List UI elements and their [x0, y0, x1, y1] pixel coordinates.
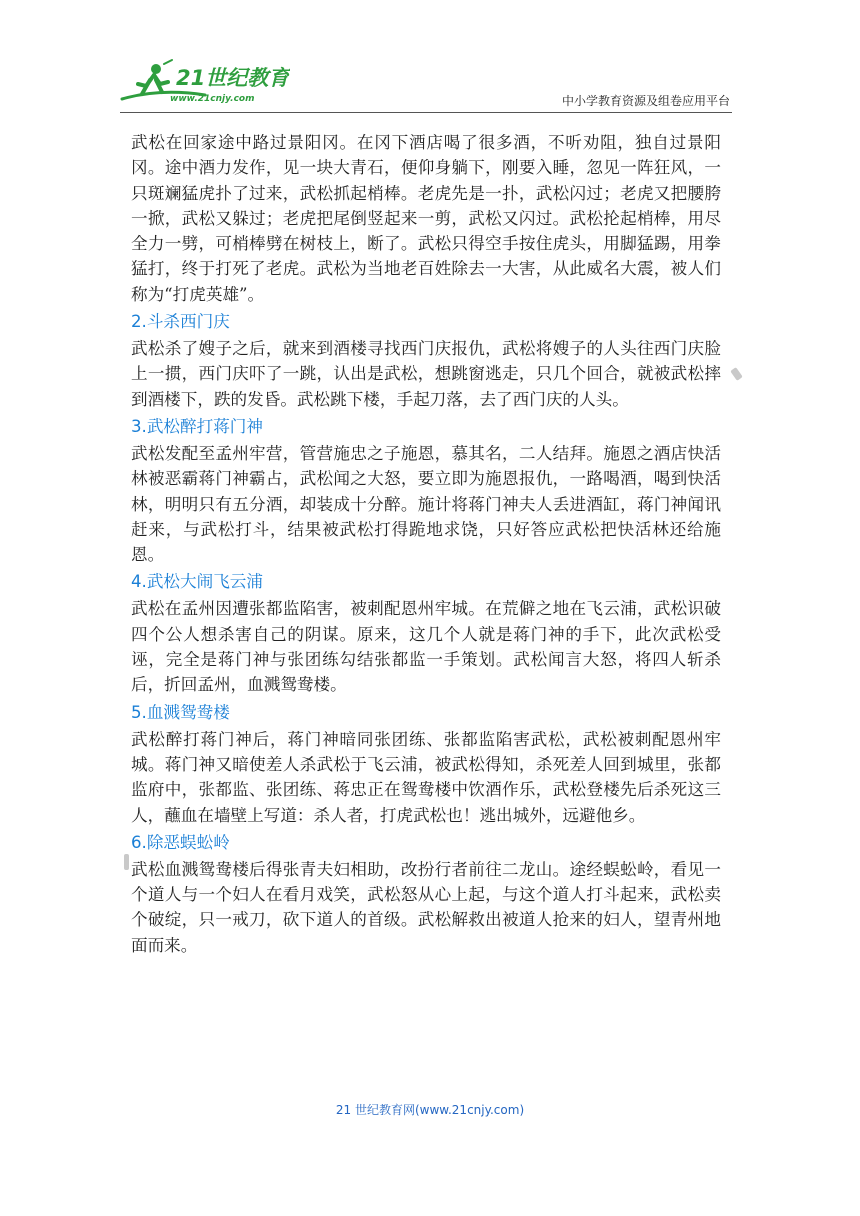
section-title — [131, 412, 721, 441]
section-number: 2. — [131, 312, 147, 332]
section-5 — [131, 698, 721, 828]
section-paragraph: 武松发配至孟州牢营，管营施忠之子施恩，慕其名，二人结拜。施恩之酒店快活林被恶霸蒋门神霸占，武松闻之大怒，要立即为施恩报仇，一路喝酒，喝到快活林，明明只有五分酒，却装成十分醉。施计将蒋门神夫人丢进酒缸，蒋门神闻讯赶来，与武松打斗，结果被武松打得跪地求饶，只好答应武松把快活林还给施恩。 — [131, 443, 721, 565]
section-title-text: 斗杀西门庆 — [146, 312, 230, 332]
section-title — [131, 698, 721, 727]
section-title-text: 武松醉打蒋门神 — [146, 416, 263, 436]
section-title-text: 血溅鸳鸯楼 — [146, 702, 230, 722]
section-2 — [131, 307, 721, 412]
section-6 — [131, 828, 721, 958]
logo-url: www.21cnjy.com — [170, 94, 255, 104]
section-paragraph: 武松杀了嫂子之后，就来到酒楼寻找西门庆报仇，武松将嫂子的人头往西门庆脸上一掼，西门庆吓了一跳，认出是武松，想跳窗逃走，只几个回合，就被武松摔到酒楼下，跌的发昏。武松跳下楼，手起刀落，去了西门庆的人头。 — [131, 339, 721, 409]
logo-runner-icon — [120, 58, 290, 106]
section-3 — [131, 412, 721, 567]
section-paragraph: 武松在孟州因遭张都监陷害，被刺配恩州牢城。在荒僻之地在飞云浦，武松识破四个公人想杀害自己的阴谋。原来，这几个人就是蒋门神的手下，此次武松受诬，完全是蒋门神与张团练勾结张都监一手策划。武松闻言大怒，将四人斩杀后，折回孟州，血溅鸳鸯楼。 — [131, 599, 721, 695]
header-divider — [120, 112, 732, 113]
section-paragraph: 武松血溅鸳鸯楼后得张青夫妇相助，改扮行者前往二龙山。途经蜈蚣岭，看见一个道人与一个妇人在看月戏笑，武松怒从心上起，与这个道人打斗起来，武松卖个破绽，只一戒刀，砍下道人的首级。武松解救出被道人抢来的妇人，望青州地面而来。 — [131, 859, 721, 955]
site-caption: 中小学教育资源及组卷应用平台 — [561, 94, 730, 108]
site-logo[interactable] — [120, 58, 290, 106]
section-title — [131, 828, 721, 857]
section-number: 6. — [131, 832, 147, 852]
scan-mark-right — [730, 367, 743, 381]
section-title-text: 除恶蜈蚣岭 — [146, 832, 230, 852]
section-number: 5. — [131, 702, 147, 722]
section-4 — [131, 567, 721, 697]
document-body — [131, 130, 721, 958]
section-paragraph: 武松醉打蒋门神后，蒋门神暗同张团练、张都监陷害武松，武松被刺配恩州牢城。蒋门神又暗使差人杀武松于飞云浦，被武松得知，杀死差人回到城里，张都监府中，张都监、张团练、蒋忠正在鸳鸯楼中饮酒作乐，武松登楼先后杀死这三人，蘸血在墙壁上写道：杀人者，打虎武松也！逃出城外，远避他乡。 — [131, 729, 721, 825]
logo-text: 21世纪教育 — [176, 66, 290, 90]
section-title — [131, 307, 721, 336]
page-header — [120, 58, 732, 112]
section-title-text: 武松大闹飞云浦 — [146, 572, 263, 592]
intro-paragraph: 武松在回家途中路过景阳冈。在冈下酒店喝了很多酒，不听劝阻，独自过景阳冈。途中酒力发作，见一块大青石，便仰身躺下，刚要入睡，忽见一阵狂风，一只斑斓猛虎扑了过来，武松抓起梢棒。老虎先是一扑，武松闪过；老虎又把腰胯一掀，武松又躲过；老虎把尾倒竖起来一剪，武松又闪过。武松抡起梢棒，用尽全力一劈，可梢棒劈在树枝上，断了。武松只得空手按住虎头，用脚猛踢，用拳猛打，终于打死了老虎。武松为当地老百姓除去一大害，从此威名大震，被人们称为“打虎英雄”。 — [131, 133, 721, 304]
section-title — [131, 567, 721, 596]
section-number: 3. — [131, 416, 147, 436]
scan-mark-left — [124, 854, 129, 870]
section-number: 4. — [131, 572, 147, 592]
footer-link[interactable]: 21 世纪教育网(www.21cnjy.com) — [335, 1103, 525, 1117]
